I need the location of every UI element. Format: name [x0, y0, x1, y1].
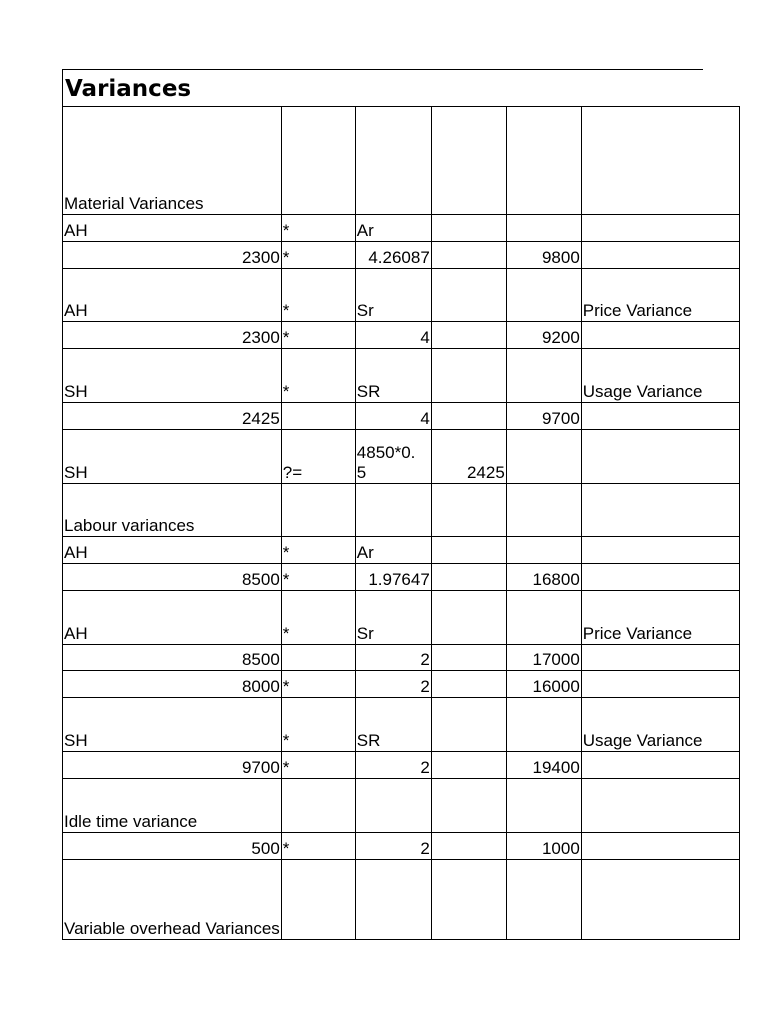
cell[interactable]: Sr [355, 591, 431, 645]
cell[interactable] [355, 107, 431, 215]
cell[interactable]: SH [63, 349, 282, 403]
cell[interactable]: 4 [355, 403, 431, 430]
table-row [63, 833, 740, 860]
cell[interactable] [506, 779, 581, 833]
cell[interactable]: AH [63, 591, 282, 645]
cell[interactable] [506, 107, 581, 215]
cell[interactable] [431, 215, 506, 242]
cell[interactable] [281, 645, 355, 671]
cell[interactable]: 9700 [506, 403, 581, 430]
table-row [63, 779, 740, 833]
cell[interactable]: Price Variance [581, 269, 739, 322]
cell[interactable] [506, 215, 581, 242]
table-row [63, 564, 740, 591]
cell[interactable] [431, 860, 506, 940]
cell[interactable] [581, 564, 739, 591]
cell[interactable] [431, 564, 506, 591]
cell[interactable]: Price Variance [581, 591, 739, 645]
cell[interactable]: * [281, 671, 355, 698]
cell[interactable] [281, 107, 355, 215]
cell[interactable] [506, 430, 581, 484]
cell[interactable]: Usage Variance [581, 698, 739, 752]
cell[interactable]: 4 [355, 322, 431, 349]
cell[interactable] [581, 403, 739, 430]
cell[interactable]: 9200 [506, 322, 581, 349]
cell[interactable] [506, 860, 581, 940]
cell[interactable]: * [281, 698, 355, 752]
cell[interactable]: 8000 [63, 671, 282, 698]
cell[interactable] [581, 430, 739, 484]
cell[interactable] [581, 833, 739, 860]
cell[interactable]: Labour variances [63, 484, 282, 537]
cell[interactable] [431, 645, 506, 671]
cell[interactable] [431, 107, 506, 215]
table-row [63, 484, 740, 537]
cell[interactable] [281, 484, 355, 537]
table-row [63, 537, 740, 564]
cell[interactable]: * [281, 591, 355, 645]
cell[interactable]: Material Variances [63, 107, 282, 215]
cell[interactable]: 4.26087 [355, 242, 431, 269]
cell[interactable]: ?= [281, 430, 355, 484]
table-row [63, 860, 740, 940]
cell[interactable] [431, 484, 506, 537]
table-row [63, 322, 740, 349]
cell[interactable]: * [281, 564, 355, 591]
table-row [63, 591, 740, 645]
variance-sheet [62, 106, 740, 940]
cell[interactable] [355, 860, 431, 940]
cell[interactable] [281, 860, 355, 940]
table-row [63, 349, 740, 403]
cell[interactable] [581, 645, 739, 671]
cell[interactable] [581, 860, 739, 940]
table-row [63, 752, 740, 779]
table-row [63, 242, 740, 269]
cell[interactable] [431, 403, 506, 430]
cell[interactable] [581, 779, 739, 833]
cell[interactable] [431, 671, 506, 698]
cell[interactable] [431, 591, 506, 645]
cell[interactable] [581, 484, 739, 537]
cell[interactable] [431, 698, 506, 752]
cell[interactable] [581, 242, 739, 269]
cell[interactable] [506, 269, 581, 322]
cell[interactable]: SH [63, 698, 282, 752]
table-row [63, 698, 740, 752]
cell[interactable]: 1.97647 [355, 564, 431, 591]
table-row [63, 269, 740, 322]
cell[interactable]: Idle time variance [63, 779, 282, 833]
cell[interactable]: SH [63, 430, 282, 484]
table-row [63, 403, 740, 430]
cell[interactable]: 9700 [63, 752, 282, 779]
cell[interactable]: AH [63, 215, 282, 242]
cell[interactable]: 8500 [63, 564, 282, 591]
cell[interactable] [355, 779, 431, 833]
cell[interactable]: * [281, 269, 355, 322]
table-row [63, 215, 740, 242]
cell[interactable]: * [281, 752, 355, 779]
cell[interactable]: 16000 [506, 671, 581, 698]
title-row [62, 69, 703, 106]
cell[interactable] [581, 752, 739, 779]
cell[interactable]: 2425 [431, 430, 506, 484]
cell[interactable] [581, 215, 739, 242]
table-row [63, 430, 740, 484]
cell[interactable] [581, 537, 739, 564]
cell[interactable]: 500 [63, 833, 282, 860]
cell[interactable] [431, 322, 506, 349]
cell[interactable]: 2 [355, 671, 431, 698]
cell[interactable] [506, 484, 581, 537]
cell[interactable]: SR [355, 698, 431, 752]
cell[interactable] [431, 537, 506, 564]
cell[interactable] [281, 403, 355, 430]
cell[interactable] [431, 349, 506, 403]
cell[interactable]: 2300 [63, 322, 282, 349]
cell[interactable]: 19400 [506, 752, 581, 779]
cell[interactable]: 9800 [506, 242, 581, 269]
cell[interactable] [431, 833, 506, 860]
cell[interactable]: * [281, 349, 355, 403]
cell[interactable]: 16800 [506, 564, 581, 591]
table-row [63, 645, 740, 671]
sheet-title: Variances [65, 76, 192, 102]
cell[interactable] [431, 242, 506, 269]
table-row [63, 671, 740, 698]
cell[interactable]: Variable overhead Variances [63, 860, 282, 940]
cell[interactable] [581, 322, 739, 349]
cell[interactable]: * [281, 833, 355, 860]
cell[interactable]: * [281, 537, 355, 564]
cell[interactable]: AH [63, 537, 282, 564]
cell[interactable]: Usage Variance [581, 349, 739, 403]
cell[interactable]: 2425 [63, 403, 282, 430]
cell[interactable]: 2300 [63, 242, 282, 269]
cell[interactable] [431, 752, 506, 779]
cell[interactable]: 2 [355, 752, 431, 779]
cell[interactable]: 4850*0. 5 [355, 430, 431, 484]
cell[interactable]: Ar [355, 537, 431, 564]
cell[interactable] [431, 779, 506, 833]
cell[interactable]: AH [63, 269, 282, 322]
cell[interactable]: * [281, 242, 355, 269]
cell[interactable] [431, 269, 506, 322]
cell[interactable] [506, 698, 581, 752]
cell[interactable] [281, 779, 355, 833]
cell[interactable]: 2 [355, 645, 431, 671]
cell[interactable]: 17000 [506, 645, 581, 671]
cell[interactable]: * [281, 322, 355, 349]
cell[interactable]: Ar [355, 215, 431, 242]
cell[interactable] [581, 671, 739, 698]
cell[interactable]: SR [355, 349, 431, 403]
cell[interactable] [506, 591, 581, 645]
cell[interactable]: Sr [355, 269, 431, 322]
cell[interactable] [506, 537, 581, 564]
cell[interactable]: 1000 [506, 833, 581, 860]
cell[interactable]: 2 [355, 833, 431, 860]
table-row [63, 107, 740, 215]
cell[interactable] [355, 484, 431, 537]
cell[interactable] [581, 107, 739, 215]
cell[interactable] [506, 349, 581, 403]
cell[interactable]: * [281, 215, 355, 242]
cell[interactable]: 8500 [63, 645, 282, 671]
